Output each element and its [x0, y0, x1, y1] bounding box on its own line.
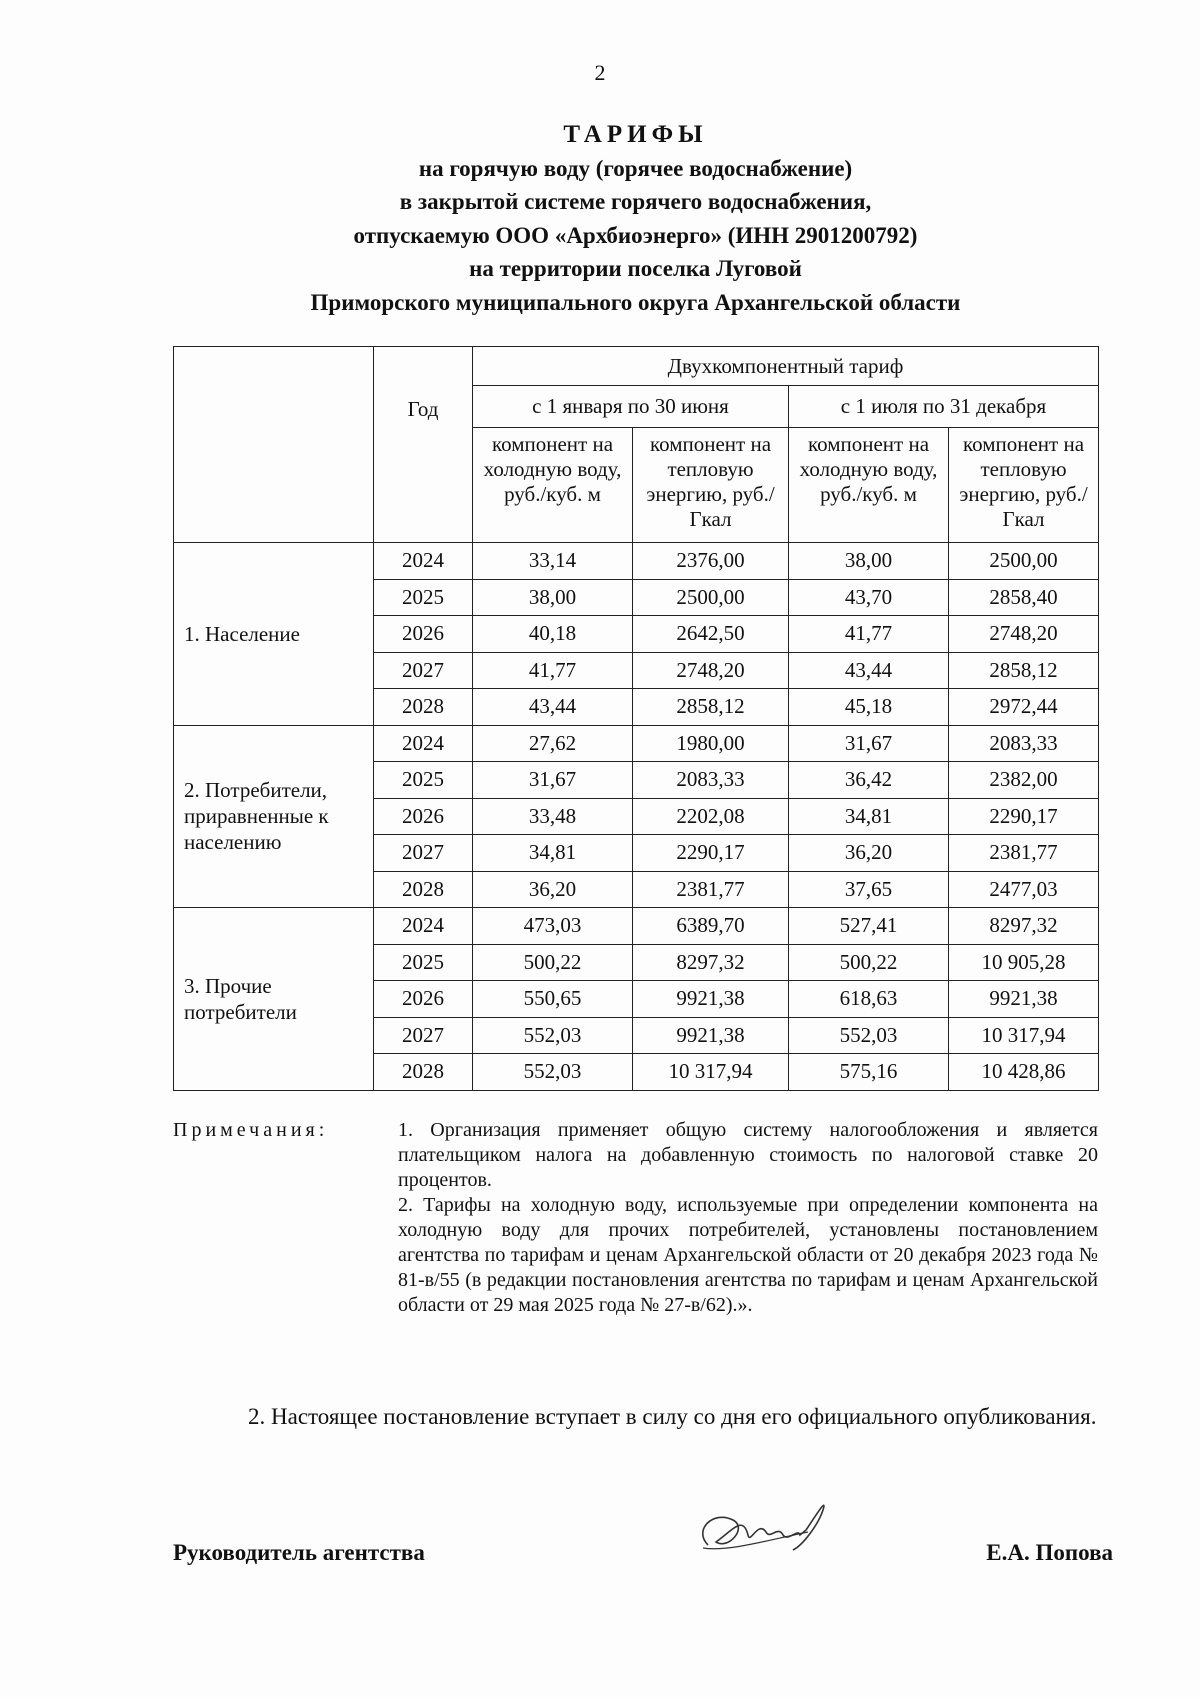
heat-h2-cell: 10 905,28: [949, 944, 1099, 981]
heat-h2-cell: 2290,17: [949, 798, 1099, 835]
consumer-group-label: 2. Потребители, приравненные к населению: [174, 725, 374, 908]
heat-h2-cell: 2500,00: [949, 543, 1099, 580]
cold-h2-cell: 527,41: [789, 908, 949, 945]
cold-h1-cell: 36,20: [473, 871, 633, 908]
cold-h1-cell: 34,81: [473, 835, 633, 872]
document-title: [173, 118, 1098, 319]
notes: [173, 1118, 1098, 1318]
header-year: Год: [374, 347, 473, 543]
cold-h1-cell: 43,44: [473, 689, 633, 726]
effective-paragraph: 2. Настоящее постановление вступает в силу со дня его официального опубликования.: [248, 1404, 1097, 1429]
heat-h2-cell: 2382,00: [949, 762, 1099, 799]
cold-h1-cell: 500,22: [473, 944, 633, 981]
heat-h2-cell: 10 317,94: [949, 1017, 1099, 1054]
header-group: [174, 347, 374, 543]
page-number: 2: [594, 60, 606, 85]
handwritten-signature: [688, 1490, 838, 1570]
year-cell: 2027: [374, 652, 473, 689]
heat-h1-cell: 9921,38: [633, 1017, 789, 1054]
heat-h2-cell: 2748,20: [949, 616, 1099, 653]
cold-h1-cell: 38,00: [473, 579, 633, 616]
heat-h1-cell: 8297,32: [633, 944, 789, 981]
year-cell: 2028: [374, 689, 473, 726]
cold-h1-cell: 473,03: [473, 908, 633, 945]
heat-h1-cell: 2202,08: [633, 798, 789, 835]
cold-h1-cell: 550,65: [473, 981, 633, 1018]
cold-h2-cell: 36,42: [789, 762, 949, 799]
cold-h1-cell: 31,67: [473, 762, 633, 799]
title-line: отпускаемую ООО «Архбиоэнерго» (ИНН 2901200792): [353, 222, 918, 248]
cold-h2-cell: 41,77: [789, 616, 949, 653]
signatory-role: Руководитель агентства: [173, 1540, 425, 1565]
cold-h1-cell: 41,77: [473, 652, 633, 689]
header-period-2: с 1 июля по 31 декабря: [789, 386, 1099, 428]
table-row: [174, 725, 1099, 762]
cold-h2-cell: 36,20: [789, 835, 949, 872]
heat-h1-cell: 2748,20: [633, 652, 789, 689]
header-heat-1: компонент на тепловую энергию, руб./Гкал: [633, 428, 789, 543]
cold-h2-cell: 31,67: [789, 725, 949, 762]
year-cell: 2028: [374, 1054, 473, 1091]
title-line: Приморского муниципального округа Архангельской области: [310, 289, 961, 315]
table-row: [174, 908, 1099, 945]
cold-h1-cell: 27,62: [473, 725, 633, 762]
header-heat-2: компонент на тепловую энергию, руб./Гкал: [949, 428, 1099, 543]
signatory-name: Е.А. Попова: [986, 1540, 1113, 1565]
year-cell: 2025: [374, 579, 473, 616]
title-heading: ТАРИФЫ: [563, 121, 708, 148]
notes-label: Примечания:: [173, 1119, 329, 1141]
title-line: на территории поселка Луговой: [469, 256, 802, 281]
heat-h2-cell: 2858,40: [949, 579, 1099, 616]
cold-h2-cell: 575,16: [789, 1054, 949, 1091]
heat-h1-cell: 2290,17: [633, 835, 789, 872]
cold-h2-cell: 37,65: [789, 871, 949, 908]
heat-h2-cell: 2381,77: [949, 835, 1099, 872]
year-cell: 2026: [374, 981, 473, 1018]
tariff-table: [173, 346, 1099, 1091]
heat-h1-cell: 1980,00: [633, 725, 789, 762]
note-item: 2. Тарифы на холодную воду, используемые при определении компонента на холодную воду для прочих потребителей, установлены постановлением агентства по тарифам и ценам Архангельской области от 20 декабря 2023 года № 81-в/55 (в редакции постановления агентства по тарифам и ценам Архангельской области от 29 мая 2025 года № 27-в/62).».: [398, 1194, 1098, 1316]
cold-h1-cell: 552,03: [473, 1017, 633, 1054]
heat-h1-cell: 2642,50: [633, 616, 789, 653]
cold-h2-cell: 43,70: [789, 579, 949, 616]
year-cell: 2025: [374, 762, 473, 799]
cold-h2-cell: 618,63: [789, 981, 949, 1018]
year-cell: 2024: [374, 908, 473, 945]
table-row: [174, 543, 1099, 580]
cold-h2-cell: 38,00: [789, 543, 949, 580]
heat-h1-cell: 2381,77: [633, 871, 789, 908]
heat-h2-cell: 2083,33: [949, 725, 1099, 762]
title-line: в закрытой системе горячего водоснабжения,: [399, 189, 872, 214]
heat-h1-cell: 10 317,94: [633, 1054, 789, 1091]
note-item: 1. Организация применяет общую систему налогообложения и является плательщиком налога на добавленную стоимость по налоговой ставке 20 процентов.: [398, 1119, 1098, 1191]
year-cell: 2027: [374, 835, 473, 872]
header-tariff: Двухкомпонентный тариф: [473, 347, 1099, 386]
year-cell: 2024: [374, 543, 473, 580]
heat-h2-cell: 2858,12: [949, 652, 1099, 689]
heat-h1-cell: 2376,00: [633, 543, 789, 580]
cold-h1-cell: 33,48: [473, 798, 633, 835]
cold-h1-cell: 33,14: [473, 543, 633, 580]
cold-h2-cell: 45,18: [789, 689, 949, 726]
consumer-group-label: 3. Прочие потребители: [174, 908, 374, 1091]
heat-h1-cell: 6389,70: [633, 908, 789, 945]
year-cell: 2026: [374, 798, 473, 835]
heat-h2-cell: 10 428,86: [949, 1054, 1099, 1091]
year-cell: 2027: [374, 1017, 473, 1054]
header-cold-1: компонент на холодную воду, руб./куб. м: [473, 428, 633, 543]
year-cell: 2024: [374, 725, 473, 762]
cold-h2-cell: 43,44: [789, 652, 949, 689]
heat-h1-cell: 2083,33: [633, 762, 789, 799]
heat-h1-cell: 2858,12: [633, 689, 789, 726]
year-cell: 2028: [374, 871, 473, 908]
year-cell: 2026: [374, 616, 473, 653]
header-period-1: с 1 января по 30 июня: [473, 386, 789, 428]
header-cold-2: компонент на холодную воду, руб./куб. м: [789, 428, 949, 543]
heat-h1-cell: 9921,38: [633, 981, 789, 1018]
cold-h2-cell: 552,03: [789, 1017, 949, 1054]
cold-h1-cell: 552,03: [473, 1054, 633, 1091]
heat-h2-cell: 2477,03: [949, 871, 1099, 908]
cold-h2-cell: 34,81: [789, 798, 949, 835]
heat-h1-cell: 2500,00: [633, 579, 789, 616]
heat-h2-cell: 8297,32: [949, 908, 1099, 945]
heat-h2-cell: 2972,44: [949, 689, 1099, 726]
year-cell: 2025: [374, 944, 473, 981]
heat-h2-cell: 9921,38: [949, 981, 1099, 1018]
cold-h2-cell: 500,22: [789, 944, 949, 981]
consumer-group-label: 1. Население: [174, 543, 374, 726]
title-line: на горячую воду (горячее водоснабжение): [418, 155, 853, 181]
cold-h1-cell: 40,18: [473, 616, 633, 653]
